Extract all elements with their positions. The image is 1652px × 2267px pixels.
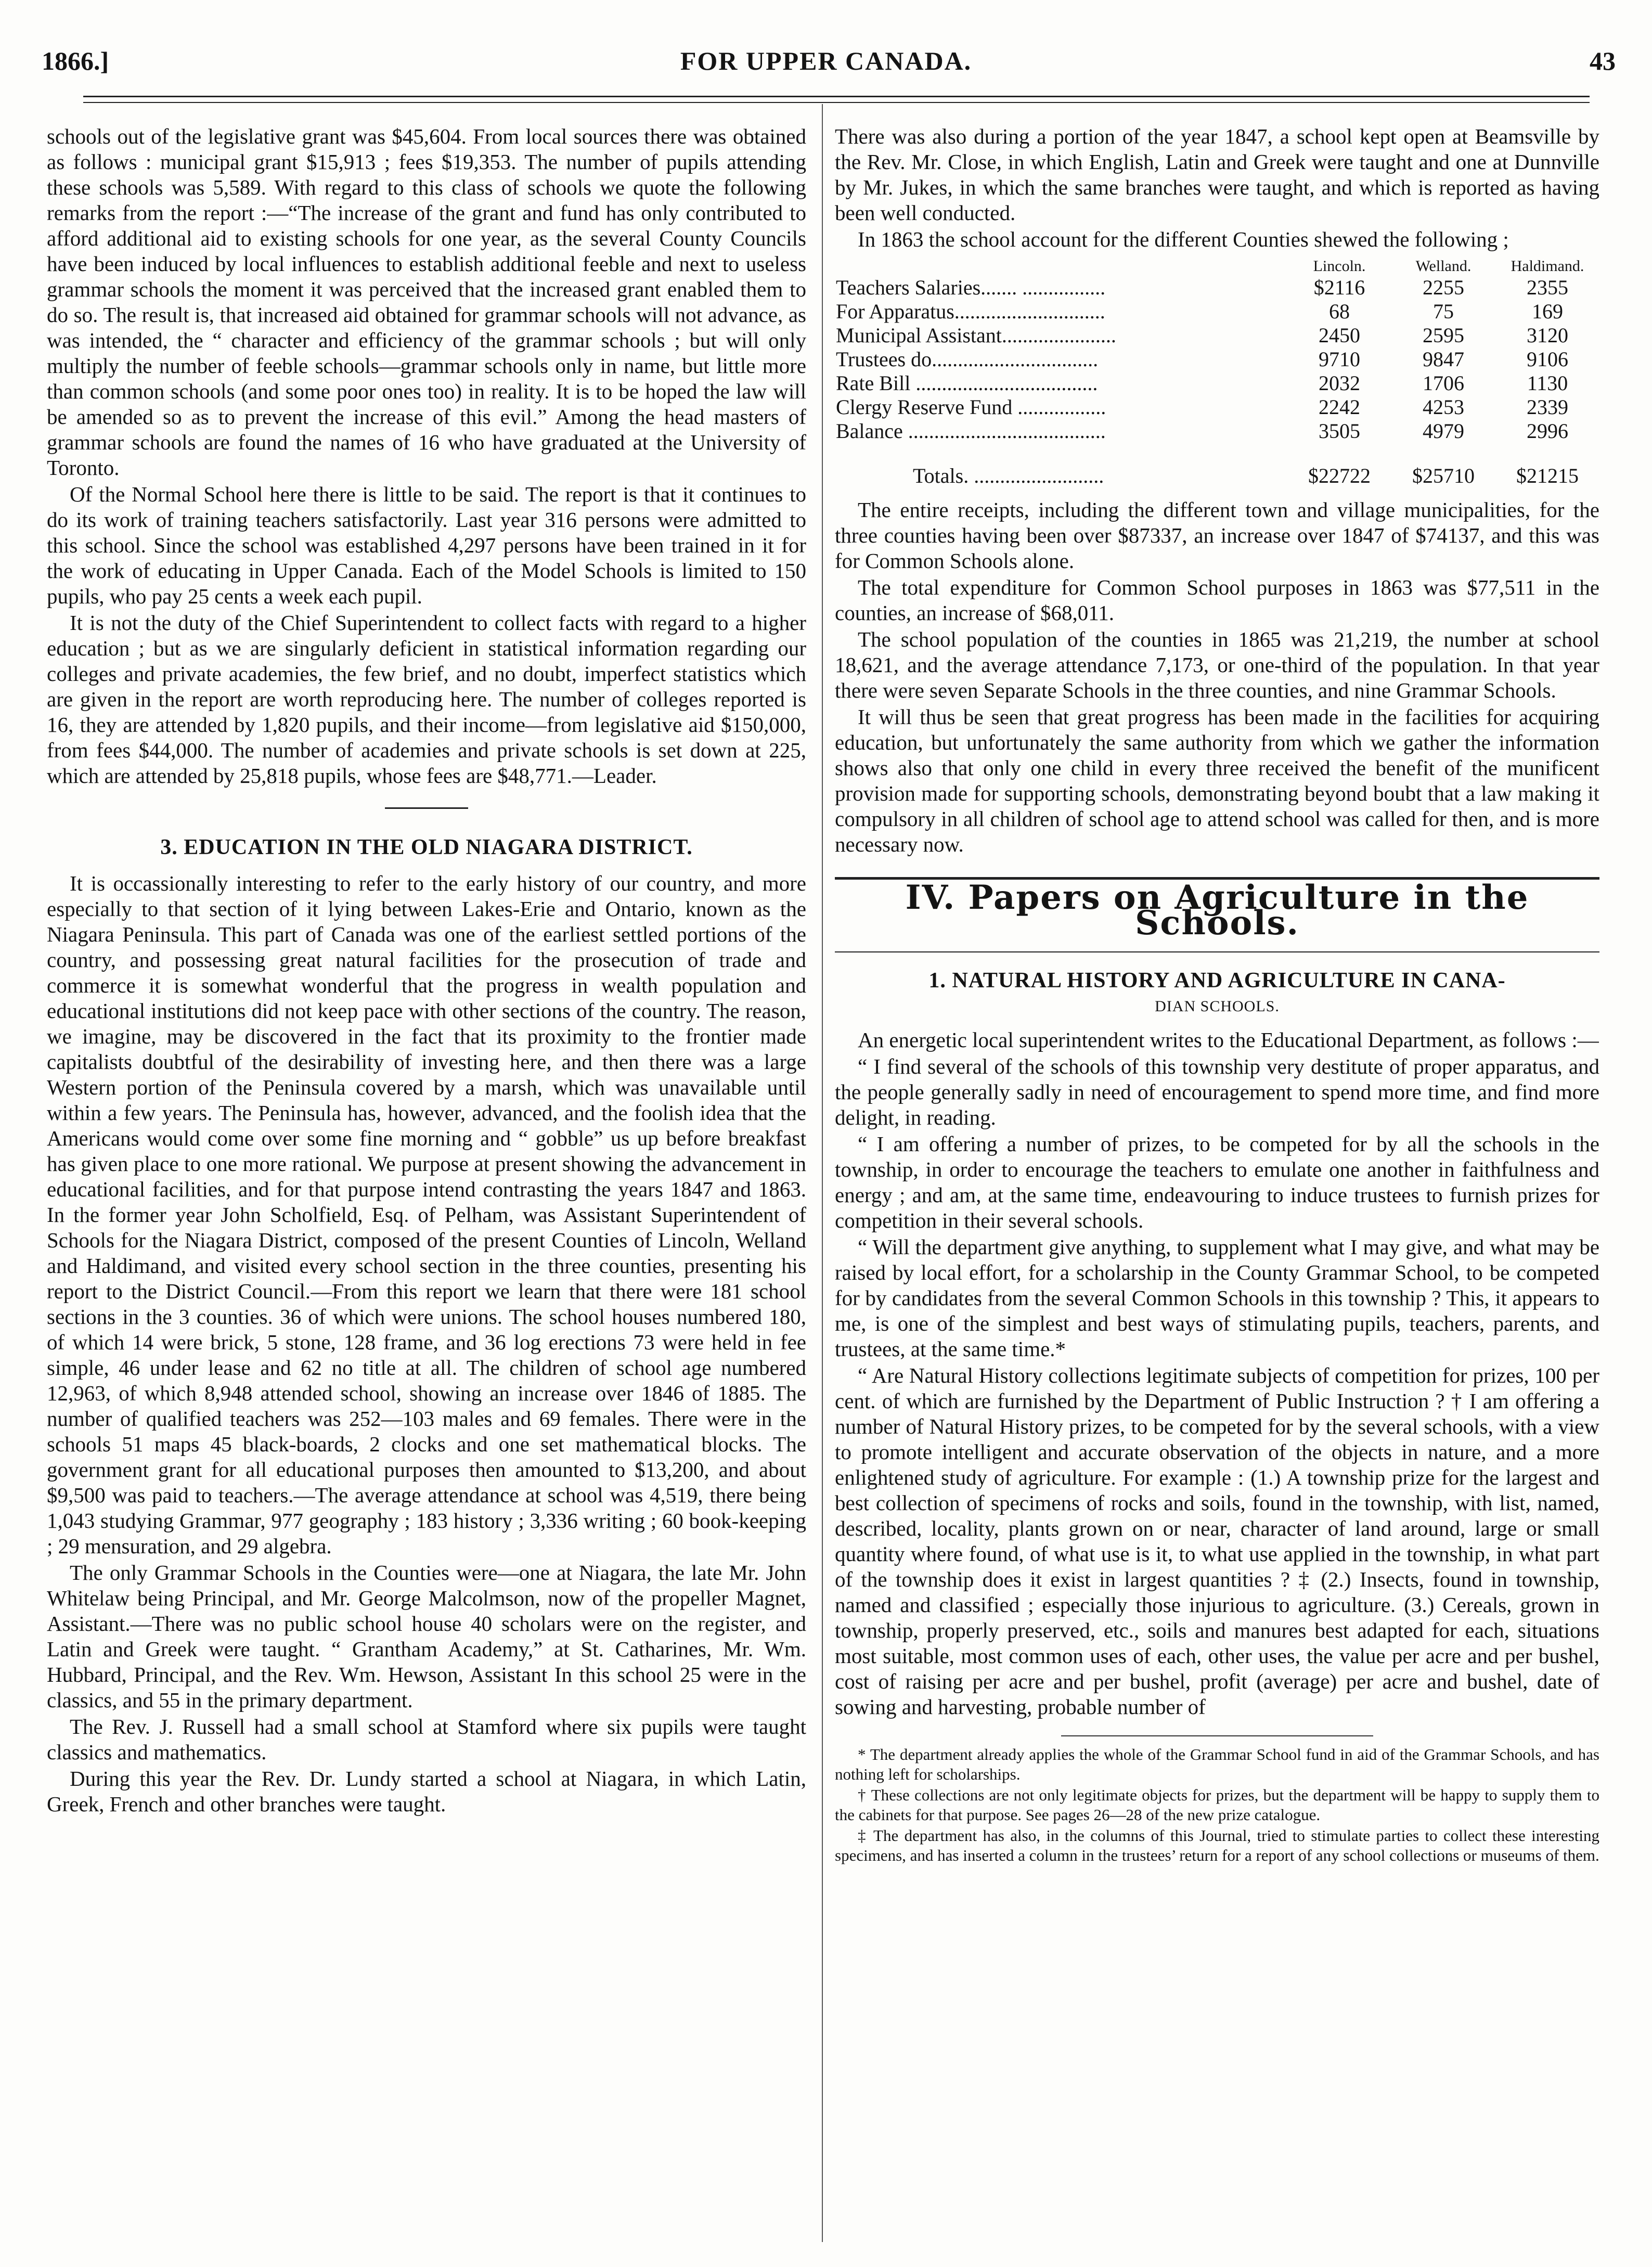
row-label: Trustees do................................ [836, 347, 1099, 371]
page-number: 43 [1590, 46, 1616, 75]
table-row [835, 324, 1599, 347]
article-heading: 1. NATURAL HISTORY AND AGRICULTURE IN CANA- [928, 969, 1506, 993]
paragraph: During this year the Rev. Dr. Lundy started a school at Niagara, in which Latin, Greek, French and other branches were taught. [47, 1767, 806, 1816]
cell-value: 2595 [1423, 324, 1464, 347]
paragraph: In 1863 the school account for the different Counties shewed the following ; [858, 227, 1509, 251]
total-value: $25710 [1412, 464, 1475, 487]
cell-value: 2255 [1423, 276, 1464, 299]
table-row [835, 276, 1599, 300]
header-rule-secondary [83, 102, 1590, 103]
paragraph: The only Grammar Schools in the Counties were—one at Niagara, the late Mr. John Whitelaw being Principal, and Mr. George Malcolmson, now of the propeller Magnet, Assistant.—There was no public school house 40 scholars were on the register, and Latin and Greek were taught. “ Grantham Academy,” at St. Catharines, Mr. Wm. Hubbard, Principal, and the Rev. Wm. Hewson, Assistant In this school 25 were in the classics, and 55 in the primary department. [47, 1561, 806, 1712]
row-label: Balance ...................................... [836, 419, 1106, 443]
table-row [835, 371, 1599, 395]
row-label: For Apparatus............................. [836, 300, 1105, 323]
paragraph: There was also during a portion of the year 1847, a school kept open at Beamsville by the Rev. Mr. Close, in which English, Latin and Greek were taught and one at Dunnville by Mr. Jukes, in which the same branches were taught, and which is reported as having been well conducted. [835, 124, 1599, 225]
footnote: † These collections are not only legitimate objects for prizes, but the department will be happy to supply them to the cabinets for that purpose. See pages 26—28 of the new prize catalogue. [835, 1786, 1599, 1824]
section-heading: 3. EDUCATION IN THE OLD NIAGARA DISTRICT. [160, 835, 693, 859]
cell-value: 9847 [1423, 347, 1464, 371]
row-label: Teachers Salaries....... ................ [836, 276, 1106, 299]
row-label: Rate Bill ................................... [836, 371, 1098, 395]
page-header [31, 46, 1621, 82]
cell-value: 4979 [1423, 419, 1464, 443]
paragraph: It will thus be seen that great progress has been made in the facilities for acquiring education, but unfortunately the same authority from which we gather the information shows also that only one child in every three received the benefit of the munificent provision made for supporting schools, demonstrating beyond boubt that a law making it compulsory in all children of school age to attend school was called for then, and is more necessary now. [835, 705, 1599, 856]
section-separator [385, 807, 468, 809]
table-row [835, 347, 1599, 371]
cell-value: 4253 [1423, 395, 1464, 419]
cell-value: $2116 [1313, 276, 1365, 299]
paragraph: Of the Normal School here there is little to be said. The report is that it continues to do its work of training teachers satisfactorily. Last year 316 persons were admitted to this school. Since the school was established 4,297 persons have been trained in it for the work of educating in Upper Canada. Each of the Model Schools is limited to 150 pupils, who pay 25 cents a week each pupil. [47, 482, 806, 608]
cell-value: 2339 [1527, 395, 1568, 419]
cell-value: 3505 [1319, 419, 1360, 443]
paragraph: The Rev. J. Russell had a small school at Stamford where six pupils were taught classics and mathematics. [47, 1715, 806, 1764]
cell-value: 2450 [1319, 324, 1360, 347]
paragraph: “ Will the department give anything, to supplement what I may give, and what may be raised by local effort, for a scholarship in the County Grammar School, to be competed for by candidates from the several Common Schools in this township ? This, it appears to me, is one of the simplest and best ways of stimulating pupils, teachers, parents, and trustees, at the same time.* [835, 1235, 1599, 1361]
paragraph: It is not the duty of the Chief Superintendent to collect facts with regard to a higher education ; but as we are singularly deficient in statistical information regarding our colleges and private academies, the few brief, and no doubt, imperfect statistics which are given in the report are worth reproducing here. The number of colleges reported is 16, they are attended by 1,820 pupils, and their income—from legislative aid $150,000, from fees $44,000. The number of academies and private schools is set down at 225, which are attended by 25,818 pupils, whose fees are $48,771.—Leader. [47, 611, 806, 788]
cell-value: 1130 [1527, 371, 1568, 395]
column-divider [822, 104, 823, 2242]
cell-value: 169 [1532, 300, 1563, 323]
header-title: FOR UPPER CANADA. [680, 46, 972, 75]
cell-value: 3120 [1527, 324, 1568, 347]
paragraph: It is occassionally interesting to refer to the early history of our country, and more especially to that section of it lying between Lakes-Erie and Ontario, known as the Niagara Peninsula. This part of Canada was one of the earliest settled portions of the country, and possessing great natural facilities for the prosecution of trade and commerce it is somewhat wonderful that the progress in wealth population and educational institutions did not keep pace with other sections of the country. The reason, we imagine, may be discovered in the fact that its proximity to the frontier made capitalists doubtful of the desirability of investing here, and then there was a large Western portion of the Peninsula covered by a marsh, which was unavailable until within a few years. The Peninsula has, however, advanced, and the foolish idea that the Americans would come over some fine morning and “ gobble” us up before breakfast has given place to one more rational. We purpose at present showing the advancement in educational facilities, and for that purpose intend contrasting the years 1847 and 1863. In the former year John Scholfield, Esq. of Pelham, was Assistant Superintendent of Schools for the Niagara District, composed of the present Counties of Lincoln, Welland and Haldimand, and visited every school section in the three counties, presenting his report to the District Council.—From this report we learn that there were 181 school sections in the 3 counties. 36 of which were unions. The school houses numbered 180, of which 14 were brick, 5 stone, 128 frame, and 36 log erections 73 were held in fee simple, 46 under lease and 62 no title at all. The children of school age numbered 12,963, of which 8,948 attended school, showing an increase over 1846 of 1885. The number of qualified teachers was 252—103 males and 69 females. There were in the schools 51 maps 45 black-boards, 2 clocks and one set mathematical blocks. The government grant for all educational purposes then amounted to $13,200, and about $9,500 was paid to teachers.—The average attendance at school was 4,519, there being 1,043 studying Grammar, 977 geography ; 183 history ; 3,336 writing ; 60 book-keeping ; 29 mensuration, and 29 algebra. [47, 871, 806, 1558]
school-account-table [835, 254, 1599, 488]
total-value: $21215 [1516, 464, 1579, 487]
table-header-blank [835, 254, 1287, 276]
paragraph: An energetic local superintendent writes to the Educational Department, as follows :— [858, 1028, 1599, 1052]
cell-value: 2355 [1527, 276, 1568, 299]
row-label: Municipal Assistant...................... [836, 324, 1116, 347]
column-header-welland: Welland. [1415, 257, 1472, 275]
column-header-lincoln: Lincoln. [1313, 257, 1366, 275]
paragraph: “ I am offering a number of prizes, to be competed for by all the schools in the township, in order to encourage the teachers to emulate one another in faithfulness and energy ; and am, at the same time, endeavouring to induce trustees to furnish prizes for competition in their several schools. [835, 1132, 1599, 1232]
table-totals-row [835, 443, 1599, 488]
cell-value: 68 [1329, 300, 1350, 323]
paragraph: The entire receipts, including the different town and village municipalities, for the three counties having been over $87337, an increase over 1847 of $74137, and this was for Common Schools alone. [835, 498, 1599, 573]
cell-value: 2032 [1319, 371, 1360, 395]
article-subheading: DIAN SCHOOLS. [1155, 998, 1280, 1015]
paragraph: The total expenditure for Common School purposes in 1863 was $77,511 in the counties, an increase of $68,011. [835, 575, 1599, 625]
paragraph: schools out of the legislative grant was $45,604. From local sources there was obtained as follows : municipal grant $15,913 ; fees $19,353. The number of pupils attending these schools was 5,589. With regard to this class of schools we quote the following remarks from the report :—“The increase of the grant and fund has only contributed to afford additional aid to existing schools for one year, as the several County Councils have been induced by local influences to establish additional feeble and next to useless grammar schools the moment it was perceived that the increased grant enabled them to do so. The result is, that increased aid obtained for grammar schools will not advance, as was intended, the “ character and efficiency of the grammar schools ; but will only multiply the number of feeble schools—grammar schools only in name, but little more than common schools (and some poor ones too) in reality. It is to be hoped the law will be amended so as to prevent the increase of this evil.” Among the head masters of grammar schools are found the names of 16 who have graduated at the University of Toronto. [47, 124, 806, 480]
cell-value: 9106 [1527, 347, 1568, 371]
cell-value: 2996 [1527, 419, 1568, 443]
header-year: 1866.] [42, 46, 109, 75]
totals-label: Totals. ......................... [913, 464, 1104, 487]
footnote: ‡ The department has also, in the columns of this Journal, tried to stimulate parties to collect these interesting specimens, and has inserted a column in the trustees’ return for a report of any school collections or museums of them. [835, 1826, 1599, 1864]
total-value: $22722 [1308, 464, 1371, 487]
paragraph: “ I find several of the schools of this township very destitute of proper apparatus, and the people generally sadly in need of encouragement to spend more time, and find more delight, in reading. [835, 1054, 1599, 1129]
left-column [47, 124, 806, 1818]
paragraph: The school population of the counties in 1865 was 21,219, the number at school 18,621, and the average attendance 7,173, or one-third of the population. In that year there were seven Separate Schools in the three counties, and nine Grammar Schools. [835, 627, 1599, 702]
part-heading: IV. Papers on Agriculture in the Schools. [905, 878, 1529, 943]
column-header-haldimand: Haldimand. [1511, 257, 1584, 275]
header-rule [83, 96, 1590, 97]
footnote: * The department already applies the whole of the Grammar School fund in aid of the Grammar Schools, and has nothing left for scholarships. [835, 1745, 1599, 1783]
cell-value: 9710 [1319, 347, 1360, 371]
footnote-rule [1061, 1735, 1373, 1736]
row-label: Clergy Reserve Fund ................. [836, 395, 1106, 419]
table-row [835, 419, 1599, 443]
cell-value: 2242 [1319, 395, 1360, 419]
right-column [835, 124, 1599, 1866]
cell-value: 75 [1433, 300, 1454, 323]
table-row [835, 395, 1599, 419]
table-row [835, 300, 1599, 324]
table-header-row [835, 254, 1599, 276]
cell-value: 1706 [1423, 371, 1464, 395]
part-rule-thin [835, 951, 1599, 952]
paragraph: “ Are Natural History collections legitimate subjects of competition for prizes, 100 per cent. of which are furnished by the Department of Public Instruction ? † I am offering a number of Natural History prizes, to be competed for by the several schools, with a view to promote intelligent and accurate observation of the objects in nature, and a more enlightened study of agriculture. For example : (1.) A township prize for the largest and best collection of specimens of rocks and soils, found in the township, with list, named, described, locality, plants grown on or near, character of land around, large or small quantity where found, of what use is it, to what use applied in the township, in what part of the township does it exist in largest quantities ? ‡ (2.) Insects, found in township, named and classified ; especially those injurious to agriculture. (3.) Cereals, grown in township, properly preserved, etc., soils and manures best adapted for each, situations most suitable, most common uses of each, other uses, the value per acre and per bushel, cost of raising per acre and per bushel, profit (average) per acre and bushel, date of sowing and harvesting, probable number of [835, 1363, 1599, 1719]
